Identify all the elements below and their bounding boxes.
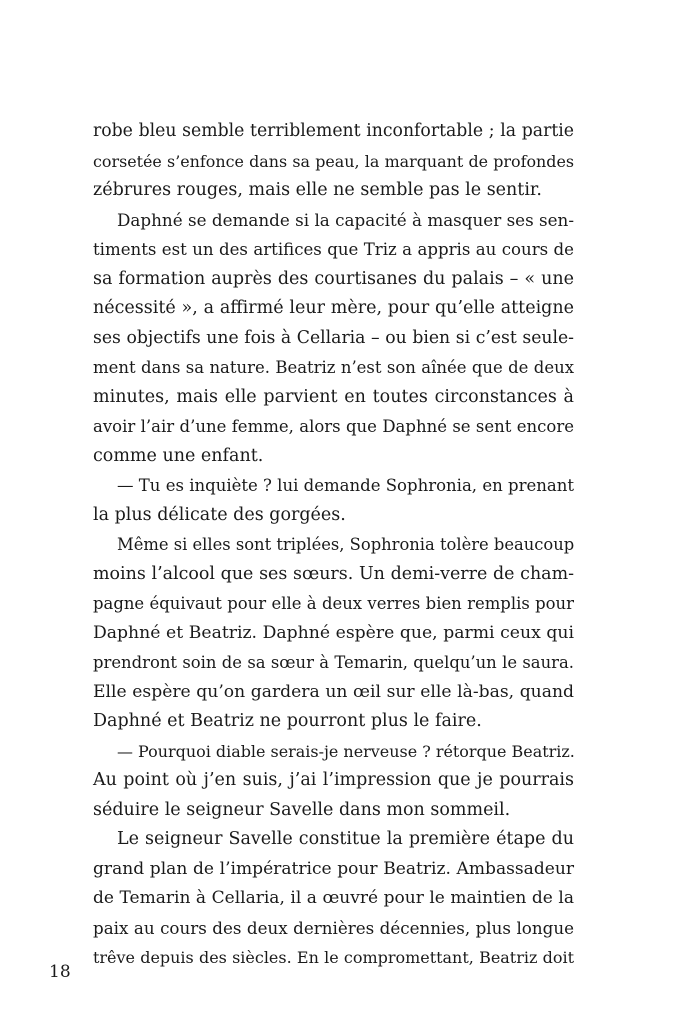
text-line: séduire le seigneur Savelle dans mon sommeil. xyxy=(93,799,511,820)
text-line: robe bleu semble terriblement inconfortable ; la partie xyxy=(93,121,574,141)
text-line: minutes, mais elle parvient en toutes circonstances à xyxy=(93,386,574,407)
text-line: Le seigneur Savelle constitue la première étape du xyxy=(117,829,574,849)
text-line: ment dans sa nature. Beatriz n’est son aînée que de deux xyxy=(93,358,574,377)
text-line: la plus délicate des gorgées. xyxy=(93,504,346,525)
text-line: — Pourquoi diable serais-je nerveuse ? rétorque Beatriz. xyxy=(117,741,575,761)
body-text xyxy=(93,117,574,973)
text-line: corsetée s’enfonce dans sa peau, la marquant de profondes xyxy=(93,151,574,171)
text-line: sa formation auprès des courtisanes du palais – « une xyxy=(93,268,574,289)
text-line: paix au cours des deux dernières décennies, plus longue xyxy=(93,917,574,938)
text-line: timents est un des artifices que Triz a appris au cours de xyxy=(93,240,574,259)
text-line: de Temarin à Cellaria, il a œuvré pour le maintien de la xyxy=(93,888,574,908)
text-line: Daphné et Beatriz ne pourront plus le faire. xyxy=(93,711,482,731)
text-line: trêve depuis des siècles. En le compromettant, Beatriz doit xyxy=(93,948,574,967)
text-line: Daphné et Beatriz. Daphné espère que, parmi ceux qui xyxy=(93,622,574,643)
text-line: zébrures rouges, mais elle ne semble pas le sentir. xyxy=(93,180,542,200)
text-line: moins l’alcool que ses sœurs. Un demi-verre de cham- xyxy=(93,563,574,584)
text-line: Au point où j’en suis, j’ai l’impression que je pourrais xyxy=(93,770,574,790)
text-line: ses objectifs une fois à Cellaria – ou bien si c’est seule- xyxy=(93,327,574,348)
text-line: Même si elles sont triplées, Sophronia tolère beaucoup xyxy=(117,535,575,554)
text-line: avoir l’air d’une femme, alors que Daphné se sent encore xyxy=(93,417,574,436)
text-line: Elle espère qu’on gardera un œil sur elle là-bas, quand xyxy=(93,681,574,702)
text-line: Daphné se demande si la capacité à masquer ses sen- xyxy=(117,209,574,230)
text-line: pagne équivaut pour elle à deux verres bien remplis pour xyxy=(93,594,574,613)
page-number: 18 xyxy=(49,962,71,982)
text-line: grand plan de l’impératrice pour Beatriz. Ambassadeur xyxy=(93,858,574,879)
text-line: nécessité », a affirmé leur mère, pour qu’elle atteigne xyxy=(93,298,574,318)
text-line: — Tu es inquiète ? lui demande Sophronia, en prenant xyxy=(117,476,574,495)
text-line: comme une enfant. xyxy=(93,445,264,466)
text-line: prendront soin de sa sœur à Temarin, quelqu’un le saura. xyxy=(93,653,574,672)
